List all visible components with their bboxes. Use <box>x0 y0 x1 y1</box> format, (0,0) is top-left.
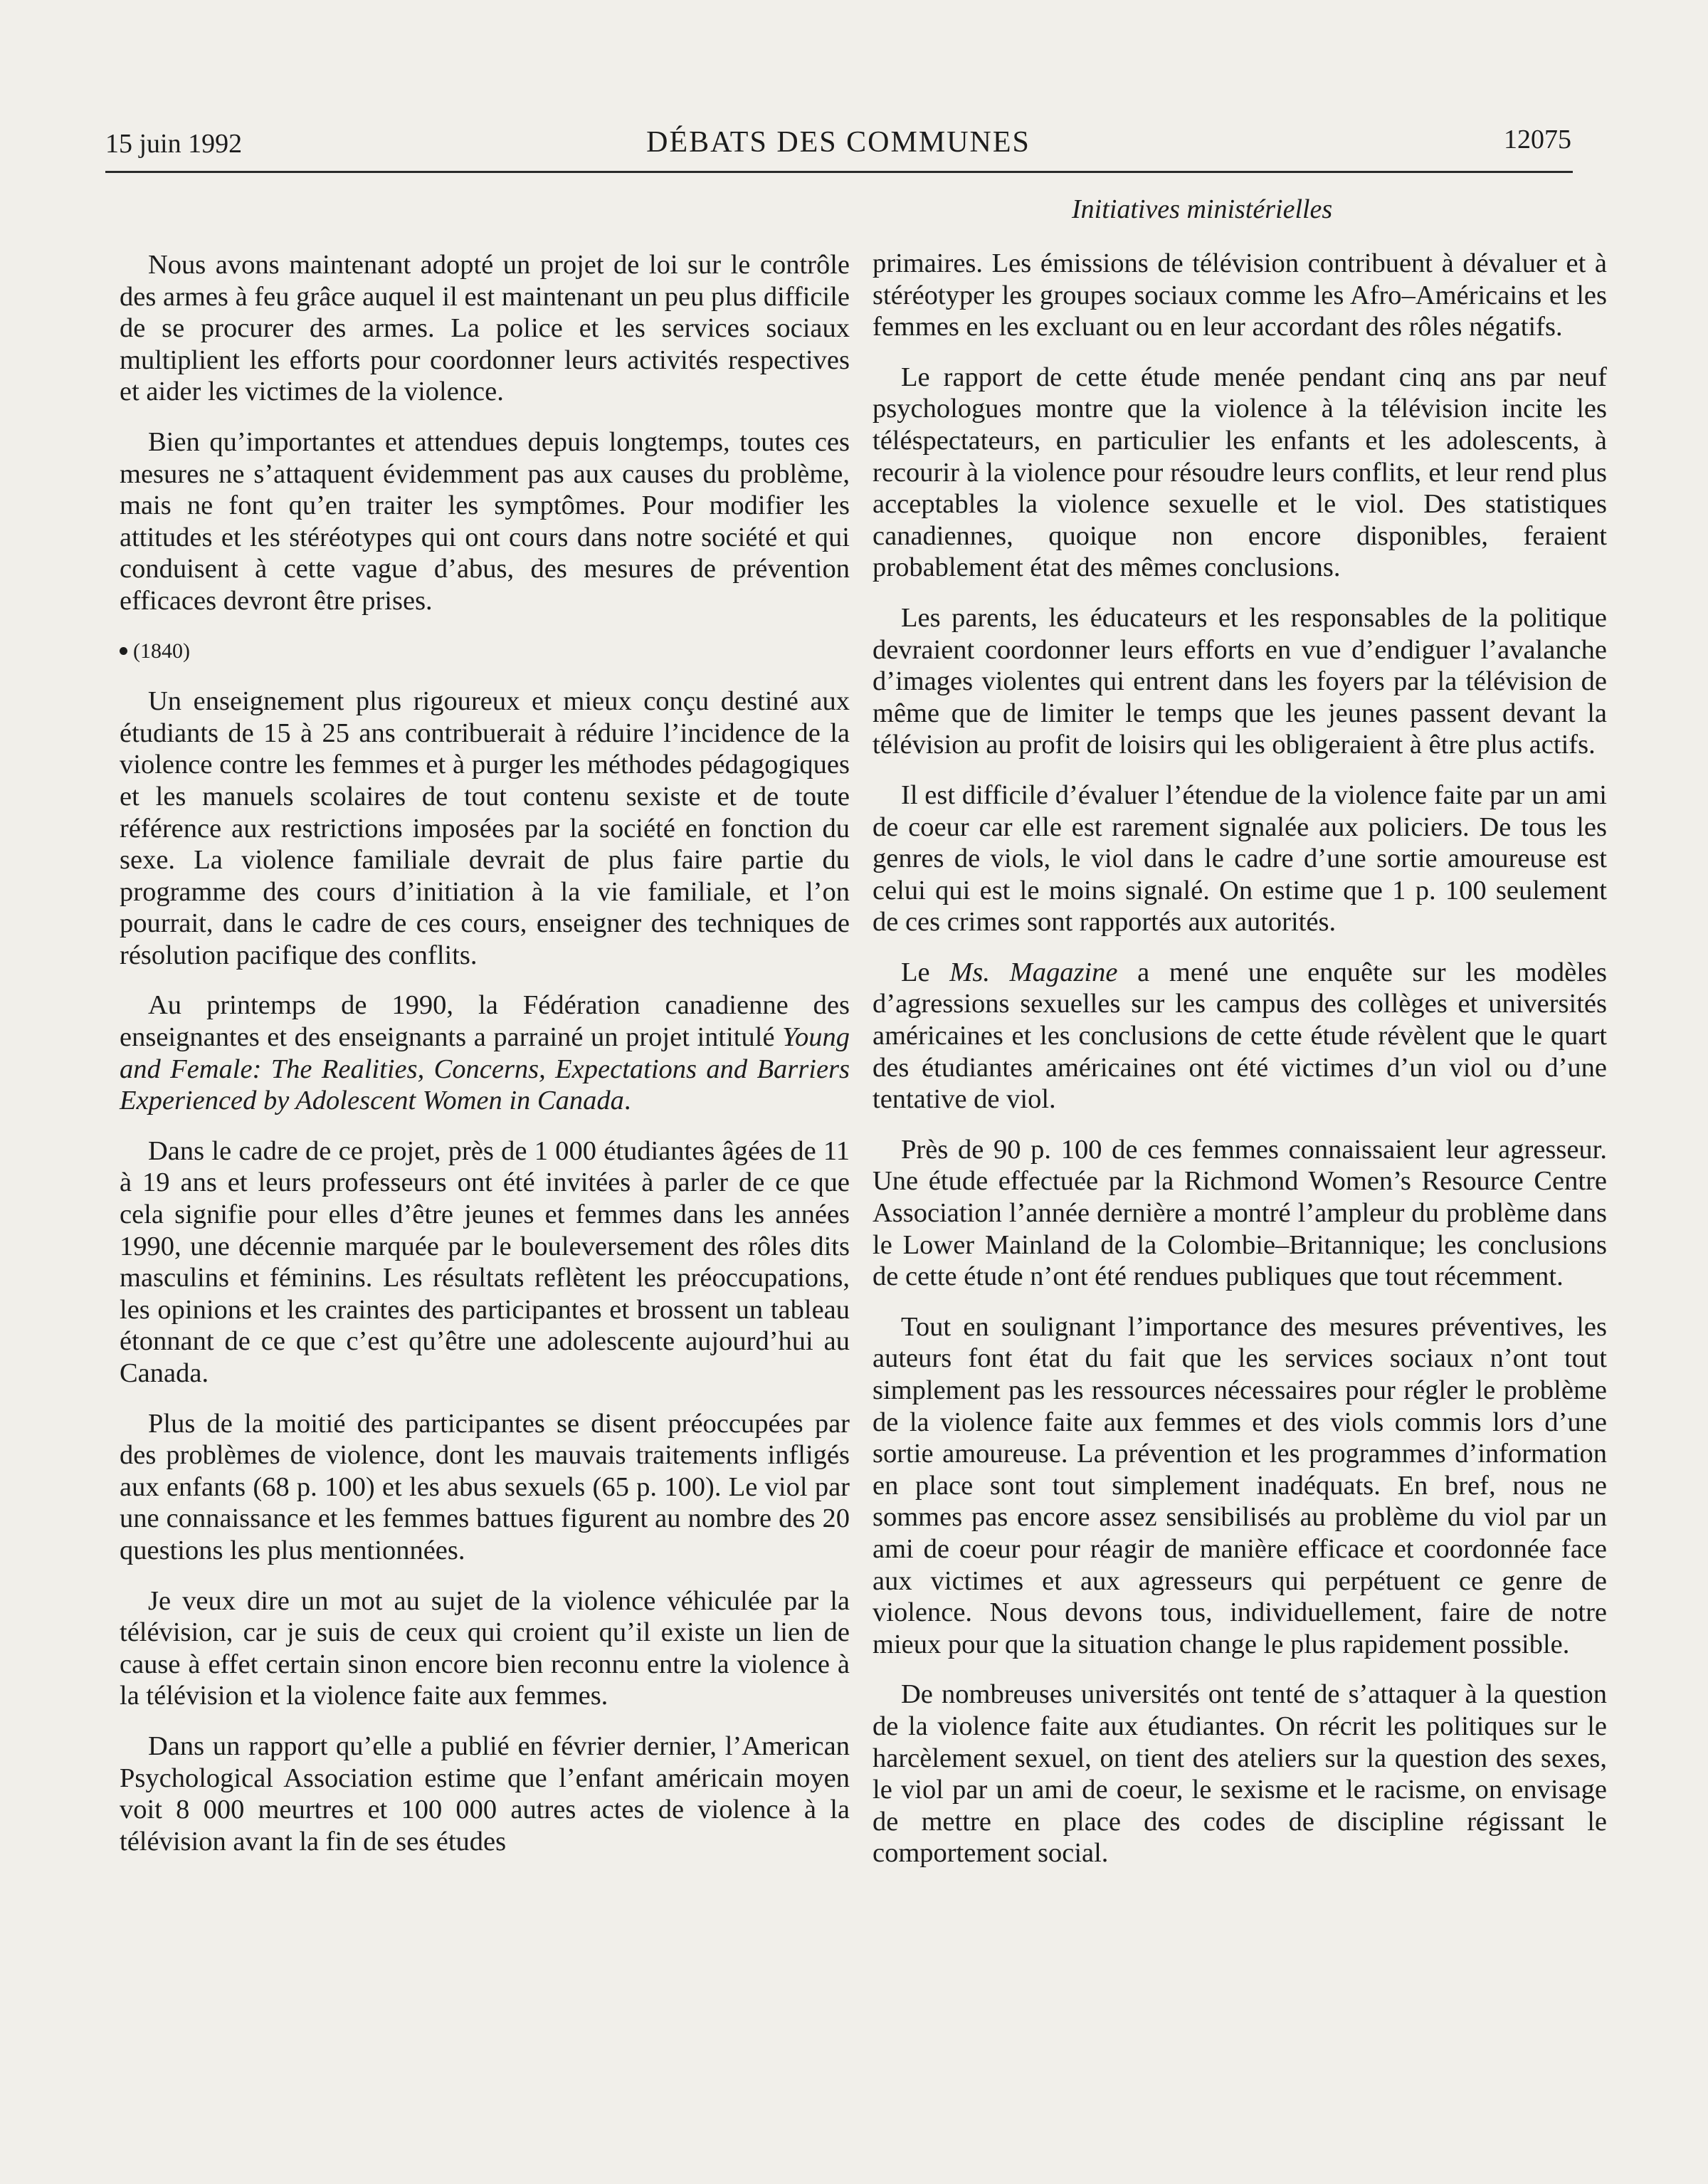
paragraph-text: Le <box>901 957 950 987</box>
paragraph: Un enseignement plus rigoureux et mieux conçu destiné aux étudiants de 15 à 25 ans contribuerait à réduire l’incidence de la violence contre les femmes et à purger les méthodes pédagogiques et les manuels scolaires de tout contenu sexiste et de toute référence aux restrictions imposées par la société en fonction du sexe. La violence familiale devrait de plus faire partie du programme des cours d’initiation à la vie familiale, et l’on pourrait, dans le cadre de ces cours, enseigner des techniques de résolution pacifique des conflits. <box>120 686 850 970</box>
time-marker-text: (1840) <box>133 639 190 663</box>
time-marker <box>120 636 850 668</box>
header-title: DÉBATS DES COMMUNES <box>646 126 1030 159</box>
bullet-icon <box>120 647 127 655</box>
header-rule <box>105 171 1573 173</box>
paragraph: primaires. Les émissions de télévision contribuent à dévaluer et à stéréotyper les groupes sociaux comme les Afro–Américains et les femmes en les excluant ou en leur accordant des rôles négatifs. <box>873 248 1607 342</box>
paragraph: De nombreuses universités ont tenté de s’attaquer à la question de la violence faite aux étudiantes. On récrit les politiques sur le harcèlement sexuel, on tient des ateliers sur la question des sexes, le viol par un ami de coeur, le sexisme et le racisme, on envisage de mettre en place des codes de discipline régissant le comportement social. <box>873 1679 1607 1869</box>
paragraph: Les parents, les éducateurs et les responsables de la politique devraient coordonner leurs efforts en vue d’endiguer l’avalanche d’images violentes qui entrent dans les foyers par la télévision de même que de limiter le temps que les jeunes passent devant la télévision au profit de loisirs qui les obligeraient à être plus actifs. <box>873 602 1607 760</box>
paragraph: Plus de la moitié des participantes se disent préoccupées par des problèmes de violence, dont les mauvais traitements infligés aux enfants (68 p. 100) et les abus sexuels (65 p. 100). Le viol par une connaissance et les femmes battues figurent au nombre des 20 questions les plus mentionnées. <box>120 1408 850 1565</box>
paragraph: Dans le cadre de ce projet, près de 1 000 étudiantes âgées de 11 à 19 ans et leurs professeurs ont été invitées à parler de ce que cela signifie pour elles d’être jeunes et femmes dans les années 1990, une décennie marquée par le bouleversement des rôles dits masculins et féminins. Les résultats reflètent les préoccupations, les opinions et les craintes des participantes et brossent un tableau étonnant de ce que c’est qu’être une adolescente aujourd’hui au Canada. <box>120 1135 850 1388</box>
paragraph-text: a mené une enquête sur les modèles d’agressions sexuelles sur les campus des collèges et universités américaines et les conclusions de cette étude révèlent que le quart des étudiantes américaines ont été victimes d’un viol ou d’une tentative de viol. <box>873 957 1607 1115</box>
paragraph <box>120 989 850 1116</box>
paragraph: Près de 90 p. 100 de ces femmes connaissaient leur agresseur. Une étude effectuée par la Richmond Women’s Resource Centre Association l’année dernière a montré l’ampleur du problème dans le Lower Mainland de la Colombie–Britannique; les conclusions de cette étude n’ont été rendues publiques que tout récemment. <box>873 1134 1607 1292</box>
right-column <box>873 248 1607 1869</box>
paragraph: Nous avons maintenant adopté un projet de loi sur le contrôle des armes à feu grâce auquel il est maintenant un peu plus difficile de se procurer des armes. La police et les services sociaux multiplient les efforts pour coordonner leurs activités respectives et aider les victimes de la violence. <box>120 250 850 407</box>
paragraph: Bien qu’importantes et attendues depuis longtemps, toutes ces mesures ne s’attaquent évidemment pas aux causes du problème, mais ne font qu’en traiter les symptômes. Pour modifier les attitudes et les stéréotypes qui ont cours dans notre société et qui conduisent à cette vague d’abus, des mesures de prévention efficaces devront être prises. <box>120 426 850 616</box>
paragraph-text: Au printemps de 1990, la Fédération canadienne des enseignantes et des enseignants a parrainé un projet intitulé <box>120 990 850 1053</box>
paragraph: Le rapport de cette étude menée pendant cinq ans par neuf psychologues montre que la violence à la télévision incite les téléspectateurs, en particulier les enfants et les adolescents, à recourir à la violence pour résoudre leurs conflits, et leur rend plus acceptables la violence sexuelle et le viol. Des statistiques canadiennes, quoique non encore disponibles, feraient probablement état des mêmes conclusions. <box>873 362 1607 583</box>
report-title: Young and Female: The Realities, Concerns, Expectations and Barriers Experienced by Adolescent Women in Canada <box>120 1022 850 1116</box>
paragraph: Il est difficile d’évaluer l’étendue de la violence faite par un ami de coeur car elle est rarement signalée aux policiers. De tous les genres de viols, le viol dans le cadre d’une sortie amoureuse est celui qui est le moins signalé. On estime que 1 p. 100 seulement de ces crimes sont rapportés aux autorités. <box>873 779 1607 938</box>
paragraph: Dans un rapport qu’elle a publié en février dernier, l’American Psychological Association estime que l’enfant américain moyen voit 8 000 meurtres et 100 000 autres actes de violence à la télévision avant la fin de ses études <box>120 1731 850 1857</box>
section-label: Initiatives ministérielles <box>1072 194 1333 224</box>
header-date: 15 juin 1992 <box>105 129 243 159</box>
paragraph: Je veux dire un mot au sujet de la violence véhiculée par la télévision, car je suis de ceux qui croient qu’il existe un lien de cause à effet certain sinon encore bien reconnu entre la violence à la télévision et la violence faite aux femmes. <box>120 1585 850 1711</box>
paragraph-text: . <box>623 1086 631 1116</box>
magazine-title: Ms. Magazine <box>949 957 1118 987</box>
page-header <box>105 120 1571 174</box>
paragraph <box>873 957 1607 1115</box>
paragraph: Tout en soulignant l’importance des mesures préventives, les auteurs font état du fait que les services sociaux n’ont tout simplement pas les ressources nécessaires pour régler le problème de la violence faite aux femmes et des viols commis lors d’une sortie amoureuse. La prévention et les programmes d’information en place sont tout simplement inadéquats. En bref, nous ne sommes pas encore assez sensibilisés au problème du viol par un ami de coeur pour réagir de manière efficace et coordonnée face aux victimes et aux agresseurs qui perpétuent ce genre de violence. Nous devons tous, individuellement, faire de notre mieux pour que la situation change le plus rapidement possible. <box>873 1311 1607 1659</box>
header-page-number: 12075 <box>1504 125 1571 154</box>
left-column <box>120 249 850 1857</box>
